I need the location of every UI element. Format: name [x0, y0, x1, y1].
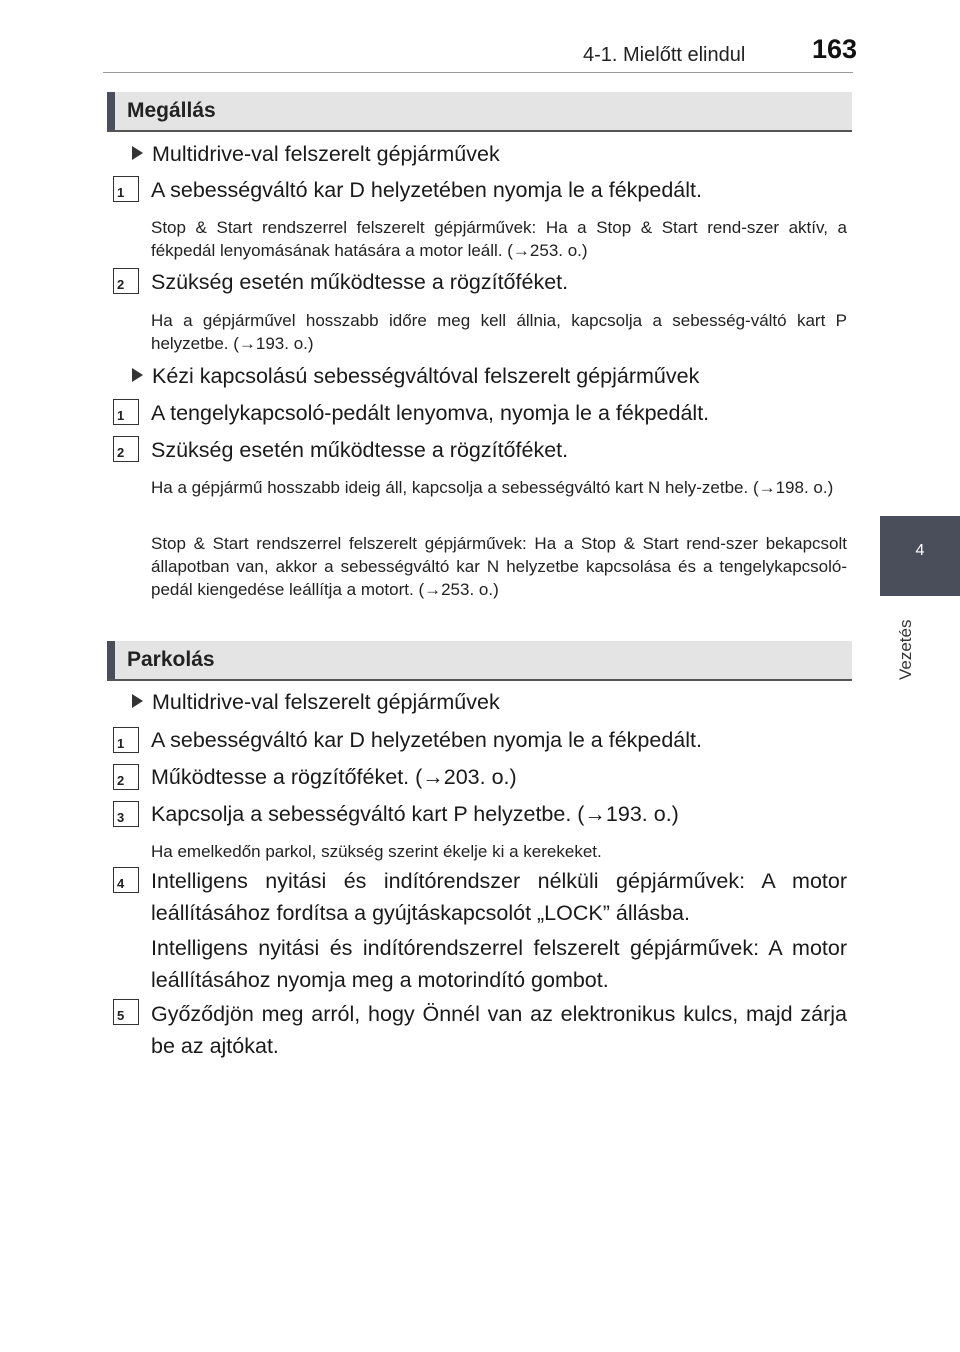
- chapter-tab: [880, 516, 960, 596]
- step-note: Ha emelkedőn parkol, szükség szerint ékelje ki a kerekeket.: [151, 842, 602, 861]
- step-badge: 1: [113, 176, 139, 202]
- subheading-multidrive: Multidrive-val felszerelt gépjárművek: [132, 690, 500, 715]
- step-text: A tengelykapcsoló-pedált lenyomva, nyomja le a fékpedált.: [151, 401, 710, 425]
- subheading-multidrive: Multidrive-val felszerelt gépjárművek: [132, 142, 500, 167]
- step-badge: 1: [113, 399, 139, 425]
- header-divider: [103, 72, 853, 73]
- section-marker: [107, 92, 115, 130]
- step-note: Stop & Start rendszerrel felszerelt gépjárművek: Ha a Stop & Start rend-szer bekapcsolt állapotban van, akkor a sebességváltó kar N helyzetbe kapcsolása és a tengelykapcsoló-pedál kiengedése leállítja a motort. (→253. o.): [151, 534, 847, 599]
- step-badge: 2: [113, 436, 139, 462]
- step-text: Intelligens nyitási és indítórendszer nélküli gépjárművek: A motor leállításához fordítsa a gyújtáskapcsolót „LOCK” állásba.: [151, 869, 847, 925]
- running-header-section: 4-1. Mielőtt elindul: [583, 44, 746, 66]
- step-badge: 4: [113, 867, 139, 893]
- step-note: Ha a gépjármű hosszabb ideig áll, kapcsolja a sebességváltó kart N hely-zetbe. (→198. o.): [151, 478, 834, 497]
- section-title: Parkolás: [127, 648, 215, 671]
- section-title: Megállás: [127, 99, 216, 122]
- page-number: 163: [812, 34, 858, 64]
- step-text: Szükség esetén működtesse a rögzítőféket.: [151, 438, 569, 462]
- chapter-tab-number: 4: [915, 542, 925, 559]
- triangle-bullet-icon: [132, 146, 143, 160]
- step-note: Ha a gépjárművel hosszabb időre meg kell állnia, kapcsolja a sebesség-váltó kart P helyzetbe. (→193. o.): [151, 311, 847, 353]
- triangle-bullet-icon: [132, 368, 143, 382]
- step-badge: 1: [113, 727, 139, 753]
- step-badge: 2: [113, 764, 139, 790]
- step-note: Stop & Start rendszerrel felszerelt gépjárművek: Ha a Stop & Start rend-szer aktív, a fékpedál lenyomásának hatására a motor leáll. (→253. o.): [151, 218, 847, 260]
- step-text: Intelligens nyitási és indítórendszerrel felszerelt gépjárművek: A motor leállításához nyomja meg a motorindító gombot.: [151, 936, 847, 992]
- step-text: A sebességváltó kar D helyzetében nyomja le a fékpedált.: [151, 178, 702, 202]
- section-marker: [107, 641, 115, 679]
- chapter-tab-label-text: Vezetés: [896, 619, 915, 680]
- step-text: Szükség esetén működtesse a rögzítőféket.: [151, 270, 569, 294]
- chapter-tab-label: [896, 604, 916, 684]
- step-badge: 5: [113, 999, 139, 1025]
- section-header-stopping: [107, 92, 852, 132]
- step-text: A sebességváltó kar D helyzetében nyomja le a fékpedált.: [151, 728, 702, 752]
- step-text: Győződjön meg arról, hogy Önnél van az elektronikus kulcs, majd zárja be az ajtókat.: [151, 1002, 847, 1058]
- step-text: Működtesse a rögzítőféket. (→203. o.): [151, 765, 517, 789]
- triangle-bullet-icon: [132, 694, 143, 708]
- step-badge: 2: [113, 268, 139, 294]
- section-header-parking: [107, 641, 852, 681]
- step-badge: 3: [113, 801, 139, 827]
- step-text: Kapcsolja a sebességváltó kart P helyzetbe. (→193. o.): [151, 802, 679, 826]
- subheading-manual: Kézi kapcsolású sebességváltóval felszerelt gépjárművek: [132, 364, 699, 389]
